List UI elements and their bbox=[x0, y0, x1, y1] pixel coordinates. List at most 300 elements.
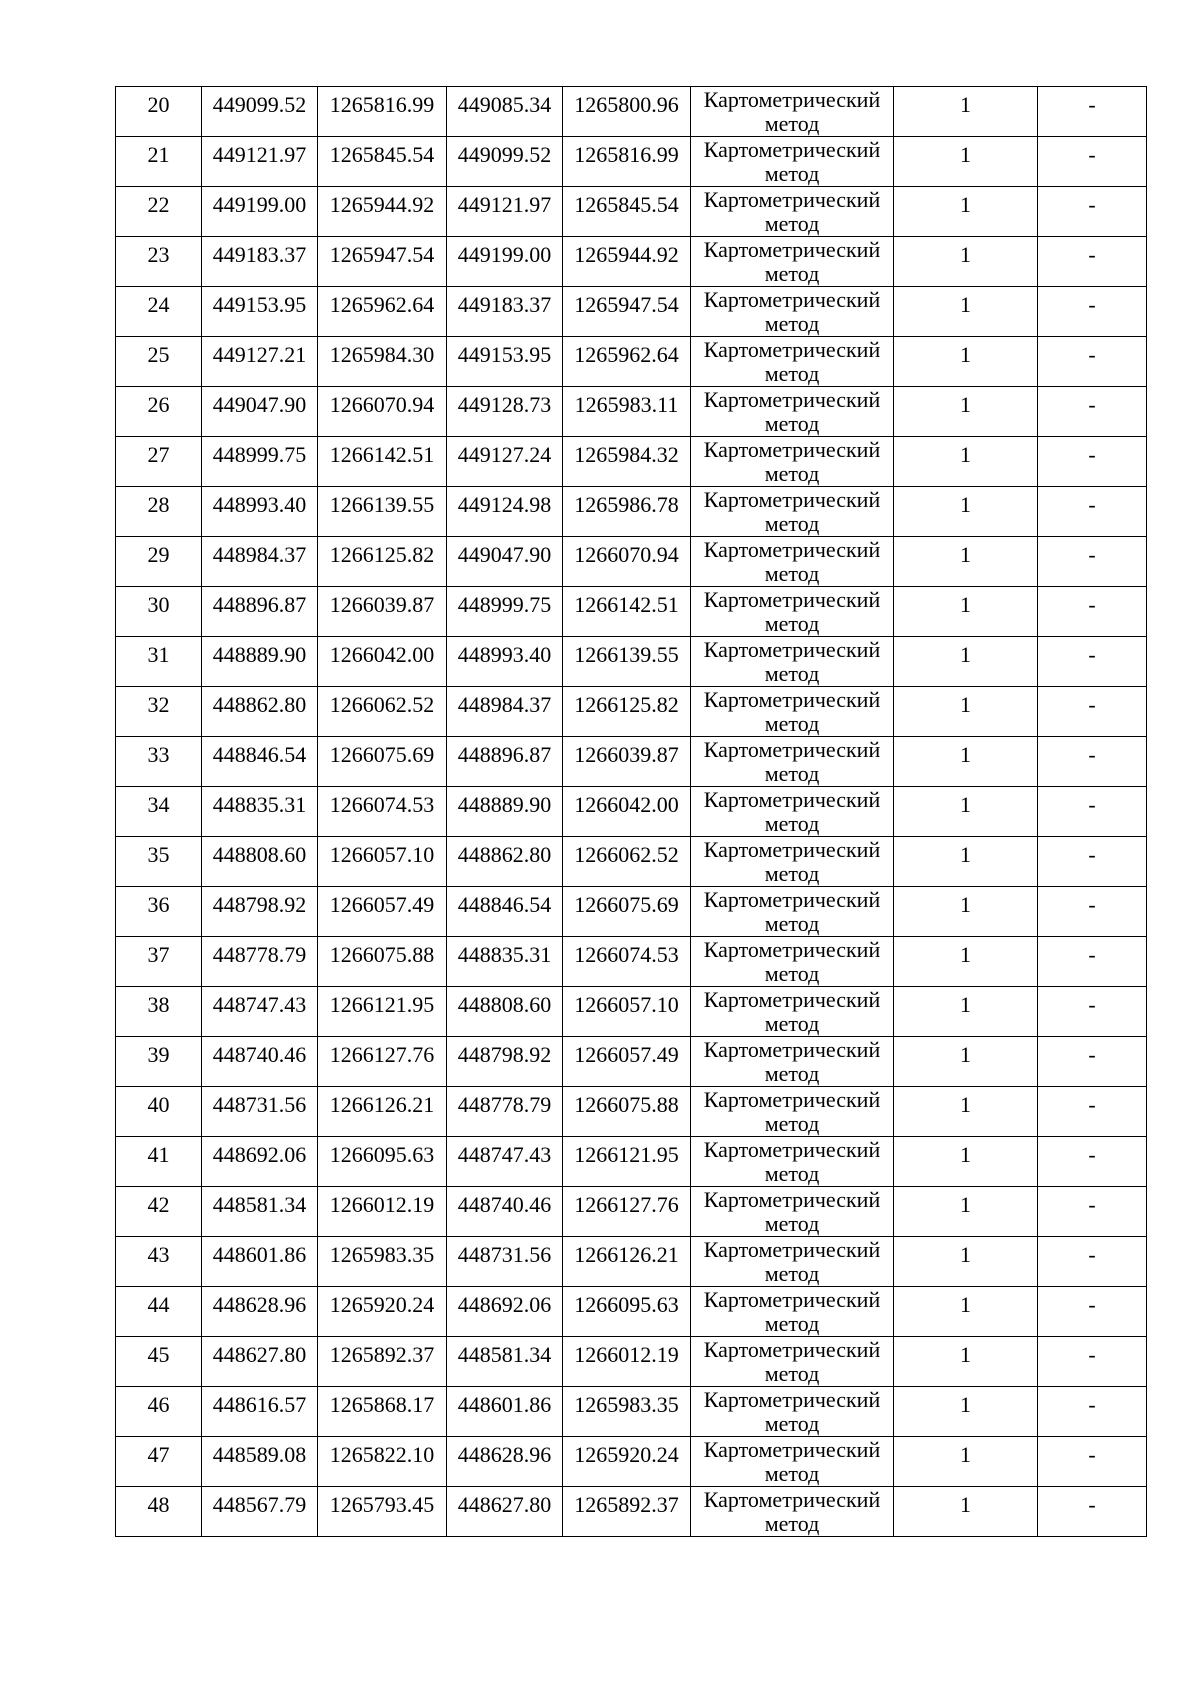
point-number-cell: 47 bbox=[116, 1437, 202, 1487]
method-label-line1: Картометрический bbox=[703, 487, 881, 512]
x-prev-coordinate-cell: 449085.34 bbox=[447, 87, 563, 137]
table-row bbox=[116, 1437, 1147, 1487]
point-number-cell: 41 bbox=[116, 1137, 202, 1187]
method-cell bbox=[691, 87, 894, 137]
method-label-line2: метод bbox=[764, 1061, 820, 1086]
y-prev-coordinate-cell: 1266012.19 bbox=[563, 1337, 691, 1387]
note-cell: - bbox=[1038, 487, 1147, 537]
method-label-line1: Картометрический bbox=[703, 1237, 881, 1262]
y-coordinate-cell: 1266070.94 bbox=[318, 387, 447, 437]
x-coordinate-cell: 448628.96 bbox=[202, 1287, 318, 1337]
x-prev-coordinate-cell: 448798.92 bbox=[447, 1037, 563, 1087]
method-label-line1: Картометрический bbox=[703, 1087, 881, 1112]
method-cell bbox=[691, 1437, 894, 1487]
x-coordinate-cell: 449183.37 bbox=[202, 237, 318, 287]
y-coordinate-cell: 1266062.52 bbox=[318, 687, 447, 737]
note-cell: - bbox=[1038, 337, 1147, 387]
accuracy-cell: 1 bbox=[894, 337, 1038, 387]
accuracy-cell: 1 bbox=[894, 237, 1038, 287]
method-cell bbox=[691, 987, 894, 1037]
x-prev-coordinate-cell: 449128.73 bbox=[447, 387, 563, 437]
method-cell bbox=[691, 1387, 894, 1437]
method-label-line1: Картометрический bbox=[703, 87, 881, 112]
accuracy-cell: 1 bbox=[894, 687, 1038, 737]
table-row bbox=[116, 1287, 1147, 1337]
x-coordinate-cell: 448798.92 bbox=[202, 887, 318, 937]
method-label-line2: метод bbox=[764, 1161, 820, 1186]
table-row bbox=[116, 487, 1147, 537]
x-coordinate-cell: 448896.87 bbox=[202, 587, 318, 637]
table-row bbox=[116, 1087, 1147, 1137]
x-prev-coordinate-cell: 449047.90 bbox=[447, 537, 563, 587]
point-number-cell: 48 bbox=[116, 1487, 202, 1537]
x-prev-coordinate-cell: 448627.80 bbox=[447, 1487, 563, 1537]
x-coordinate-cell: 449099.52 bbox=[202, 87, 318, 137]
method-label-line2: метод bbox=[764, 411, 820, 436]
table-row bbox=[116, 1337, 1147, 1387]
x-coordinate-cell: 448581.34 bbox=[202, 1187, 318, 1237]
point-number-cell: 30 bbox=[116, 587, 202, 637]
y-coordinate-cell: 1265962.64 bbox=[318, 287, 447, 337]
method-label-line2: метод bbox=[764, 361, 820, 386]
point-number-cell: 35 bbox=[116, 837, 202, 887]
x-coordinate-cell: 448999.75 bbox=[202, 437, 318, 487]
method-label-line1: Картометрический bbox=[703, 1487, 881, 1512]
method-label-line1: Картометрический bbox=[703, 837, 881, 862]
method-label-line2: метод bbox=[764, 911, 820, 936]
y-prev-coordinate-cell: 1265845.54 bbox=[563, 187, 691, 237]
method-cell bbox=[691, 587, 894, 637]
y-prev-coordinate-cell: 1266074.53 bbox=[563, 937, 691, 987]
accuracy-cell: 1 bbox=[894, 1437, 1038, 1487]
y-coordinate-cell: 1266042.00 bbox=[318, 637, 447, 687]
x-coordinate-cell: 448846.54 bbox=[202, 737, 318, 787]
y-prev-coordinate-cell: 1265986.78 bbox=[563, 487, 691, 537]
y-prev-coordinate-cell: 1266062.52 bbox=[563, 837, 691, 887]
y-prev-coordinate-cell: 1266095.63 bbox=[563, 1287, 691, 1337]
y-coordinate-cell: 1265845.54 bbox=[318, 137, 447, 187]
method-label-line2: метод bbox=[764, 1261, 820, 1286]
table-row bbox=[116, 537, 1147, 587]
method-label-line2: метод bbox=[764, 1461, 820, 1486]
method-label-line2: метод bbox=[764, 1411, 820, 1436]
accuracy-cell: 1 bbox=[894, 837, 1038, 887]
x-prev-coordinate-cell: 448889.90 bbox=[447, 787, 563, 837]
table-row bbox=[116, 1137, 1147, 1187]
note-cell: - bbox=[1038, 187, 1147, 237]
y-prev-coordinate-cell: 1265920.24 bbox=[563, 1437, 691, 1487]
method-label-line2: метод bbox=[764, 1361, 820, 1386]
y-prev-coordinate-cell: 1265962.64 bbox=[563, 337, 691, 387]
x-coordinate-cell: 448627.80 bbox=[202, 1337, 318, 1387]
table-row bbox=[116, 987, 1147, 1037]
x-coordinate-cell: 448889.90 bbox=[202, 637, 318, 687]
point-number-cell: 36 bbox=[116, 887, 202, 937]
table-row bbox=[116, 337, 1147, 387]
table-row bbox=[116, 587, 1147, 637]
point-number-cell: 28 bbox=[116, 487, 202, 537]
method-cell bbox=[691, 1087, 894, 1137]
accuracy-cell: 1 bbox=[894, 1187, 1038, 1237]
method-label-line1: Картометрический bbox=[703, 1037, 881, 1062]
note-cell: - bbox=[1038, 1287, 1147, 1337]
table-row bbox=[116, 1237, 1147, 1287]
accuracy-cell: 1 bbox=[894, 1087, 1038, 1137]
note-cell: - bbox=[1038, 937, 1147, 987]
method-label-line1: Картометрический bbox=[703, 987, 881, 1012]
accuracy-cell: 1 bbox=[894, 637, 1038, 687]
note-cell: - bbox=[1038, 1437, 1147, 1487]
point-number-cell: 22 bbox=[116, 187, 202, 237]
y-coordinate-cell: 1266126.21 bbox=[318, 1087, 447, 1137]
x-prev-coordinate-cell: 449099.52 bbox=[447, 137, 563, 187]
accuracy-cell: 1 bbox=[894, 87, 1038, 137]
x-prev-coordinate-cell: 448999.75 bbox=[447, 587, 563, 637]
method-label-line2: метод bbox=[764, 511, 820, 536]
method-label-line1: Картометрический bbox=[703, 587, 881, 612]
y-coordinate-cell: 1266127.76 bbox=[318, 1037, 447, 1087]
accuracy-cell: 1 bbox=[894, 737, 1038, 787]
point-number-cell: 26 bbox=[116, 387, 202, 437]
accuracy-cell: 1 bbox=[894, 937, 1038, 987]
point-number-cell: 45 bbox=[116, 1337, 202, 1387]
point-number-cell: 29 bbox=[116, 537, 202, 587]
method-label-line1: Картометрический bbox=[703, 787, 881, 812]
note-cell: - bbox=[1038, 87, 1147, 137]
method-label-line1: Картометрический bbox=[703, 287, 881, 312]
x-coordinate-cell: 448984.37 bbox=[202, 537, 318, 587]
method-label-line1: Картометрический bbox=[703, 687, 881, 712]
accuracy-cell: 1 bbox=[894, 887, 1038, 937]
note-cell: - bbox=[1038, 787, 1147, 837]
y-prev-coordinate-cell: 1266075.69 bbox=[563, 887, 691, 937]
method-cell bbox=[691, 237, 894, 287]
x-prev-coordinate-cell: 448601.86 bbox=[447, 1387, 563, 1437]
method-label-line1: Картометрический bbox=[703, 637, 881, 662]
method-cell bbox=[691, 537, 894, 587]
method-cell bbox=[691, 637, 894, 687]
table-row bbox=[116, 787, 1147, 837]
y-coordinate-cell: 1265920.24 bbox=[318, 1287, 447, 1337]
x-prev-coordinate-cell: 448896.87 bbox=[447, 737, 563, 787]
method-cell bbox=[691, 1487, 894, 1537]
x-prev-coordinate-cell: 449121.97 bbox=[447, 187, 563, 237]
method-label-line2: метод bbox=[764, 211, 820, 236]
method-label-line1: Картометрический bbox=[703, 237, 881, 262]
x-coordinate-cell: 449153.95 bbox=[202, 287, 318, 337]
method-label-line1: Картометрический bbox=[703, 1337, 881, 1362]
table-body bbox=[116, 87, 1147, 1537]
x-prev-coordinate-cell: 448628.96 bbox=[447, 1437, 563, 1487]
table-row bbox=[116, 387, 1147, 437]
x-coordinate-cell: 448808.60 bbox=[202, 837, 318, 887]
accuracy-cell: 1 bbox=[894, 437, 1038, 487]
method-label-line2: метод bbox=[764, 961, 820, 986]
x-prev-coordinate-cell: 449153.95 bbox=[447, 337, 563, 387]
y-coordinate-cell: 1265944.92 bbox=[318, 187, 447, 237]
method-label-line2: метод bbox=[764, 861, 820, 886]
method-label-line2: метод bbox=[764, 561, 820, 586]
method-label-line2: метод bbox=[764, 661, 820, 686]
note-cell: - bbox=[1038, 1187, 1147, 1237]
x-prev-coordinate-cell: 448740.46 bbox=[447, 1187, 563, 1237]
y-coordinate-cell: 1266074.53 bbox=[318, 787, 447, 837]
accuracy-cell: 1 bbox=[894, 1037, 1038, 1087]
y-prev-coordinate-cell: 1266070.94 bbox=[563, 537, 691, 587]
accuracy-cell: 1 bbox=[894, 187, 1038, 237]
x-coordinate-cell: 448778.79 bbox=[202, 937, 318, 987]
point-number-cell: 20 bbox=[116, 87, 202, 137]
x-prev-coordinate-cell: 448846.54 bbox=[447, 887, 563, 937]
x-coordinate-cell: 448589.08 bbox=[202, 1437, 318, 1487]
note-cell: - bbox=[1038, 1087, 1147, 1137]
method-label-line1: Картометрический bbox=[703, 387, 881, 412]
note-cell: - bbox=[1038, 687, 1147, 737]
note-cell: - bbox=[1038, 987, 1147, 1037]
y-prev-coordinate-cell: 1266121.95 bbox=[563, 1137, 691, 1187]
method-cell bbox=[691, 787, 894, 837]
y-coordinate-cell: 1266121.95 bbox=[318, 987, 447, 1037]
x-coordinate-cell: 448993.40 bbox=[202, 487, 318, 537]
note-cell: - bbox=[1038, 637, 1147, 687]
accuracy-cell: 1 bbox=[894, 1287, 1038, 1337]
note-cell: - bbox=[1038, 837, 1147, 887]
y-prev-coordinate-cell: 1266127.76 bbox=[563, 1187, 691, 1237]
y-prev-coordinate-cell: 1266125.82 bbox=[563, 687, 691, 737]
method-label-line1: Картометрический bbox=[703, 187, 881, 212]
method-label-line2: метод bbox=[764, 711, 820, 736]
x-prev-coordinate-cell: 448993.40 bbox=[447, 637, 563, 687]
x-coordinate-cell: 449127.21 bbox=[202, 337, 318, 387]
table-row bbox=[116, 237, 1147, 287]
method-label-line1: Картометрический bbox=[703, 1187, 881, 1212]
accuracy-cell: 1 bbox=[894, 587, 1038, 637]
x-coordinate-cell: 448567.79 bbox=[202, 1487, 318, 1537]
x-prev-coordinate-cell: 448778.79 bbox=[447, 1087, 563, 1137]
point-number-cell: 27 bbox=[116, 437, 202, 487]
y-prev-coordinate-cell: 1265983.11 bbox=[563, 387, 691, 437]
note-cell: - bbox=[1038, 1237, 1147, 1287]
y-coordinate-cell: 1265868.17 bbox=[318, 1387, 447, 1437]
x-prev-coordinate-cell: 448984.37 bbox=[447, 687, 563, 737]
point-number-cell: 31 bbox=[116, 637, 202, 687]
table-row bbox=[116, 137, 1147, 187]
x-prev-coordinate-cell: 449127.24 bbox=[447, 437, 563, 487]
x-coordinate-cell: 448601.86 bbox=[202, 1237, 318, 1287]
accuracy-cell: 1 bbox=[894, 787, 1038, 837]
x-prev-coordinate-cell: 448835.31 bbox=[447, 937, 563, 987]
point-number-cell: 33 bbox=[116, 737, 202, 787]
x-coordinate-cell: 448862.80 bbox=[202, 687, 318, 737]
y-coordinate-cell: 1266057.49 bbox=[318, 887, 447, 937]
accuracy-cell: 1 bbox=[894, 137, 1038, 187]
table-row bbox=[116, 87, 1147, 137]
accuracy-cell: 1 bbox=[894, 537, 1038, 587]
accuracy-cell: 1 bbox=[894, 387, 1038, 437]
y-prev-coordinate-cell: 1266075.88 bbox=[563, 1087, 691, 1137]
note-cell: - bbox=[1038, 587, 1147, 637]
y-coordinate-cell: 1265793.45 bbox=[318, 1487, 447, 1537]
method-label-line1: Картометрический bbox=[703, 1287, 881, 1312]
note-cell: - bbox=[1038, 1387, 1147, 1437]
method-label-line2: метод bbox=[764, 261, 820, 286]
method-label-line1: Картометрический bbox=[703, 137, 881, 162]
y-prev-coordinate-cell: 1266126.21 bbox=[563, 1237, 691, 1287]
accuracy-cell: 1 bbox=[894, 287, 1038, 337]
x-prev-coordinate-cell: 449183.37 bbox=[447, 287, 563, 337]
accuracy-cell: 1 bbox=[894, 1337, 1038, 1387]
note-cell: - bbox=[1038, 887, 1147, 937]
method-label-line2: метод bbox=[764, 161, 820, 186]
y-coordinate-cell: 1266139.55 bbox=[318, 487, 447, 537]
y-coordinate-cell: 1266012.19 bbox=[318, 1187, 447, 1237]
method-cell bbox=[691, 337, 894, 387]
point-number-cell: 25 bbox=[116, 337, 202, 387]
table-row bbox=[116, 687, 1147, 737]
method-cell bbox=[691, 187, 894, 237]
y-prev-coordinate-cell: 1266042.00 bbox=[563, 787, 691, 837]
method-label-line1: Картометрический bbox=[703, 887, 881, 912]
y-coordinate-cell: 1265816.99 bbox=[318, 87, 447, 137]
method-cell bbox=[691, 1037, 894, 1087]
y-coordinate-cell: 1265892.37 bbox=[318, 1337, 447, 1387]
x-coordinate-cell: 448835.31 bbox=[202, 787, 318, 837]
x-prev-coordinate-cell: 449199.00 bbox=[447, 237, 563, 287]
accuracy-cell: 1 bbox=[894, 1487, 1038, 1537]
point-number-cell: 24 bbox=[116, 287, 202, 337]
method-cell bbox=[691, 887, 894, 937]
method-cell bbox=[691, 487, 894, 537]
y-coordinate-cell: 1266125.82 bbox=[318, 537, 447, 587]
point-number-cell: 34 bbox=[116, 787, 202, 837]
method-cell bbox=[691, 287, 894, 337]
y-coordinate-cell: 1266095.63 bbox=[318, 1137, 447, 1187]
method-label-line2: метод bbox=[764, 311, 820, 336]
method-cell bbox=[691, 1237, 894, 1287]
method-cell bbox=[691, 937, 894, 987]
method-label-line2: метод bbox=[764, 111, 820, 136]
method-label-line1: Картометрический bbox=[703, 537, 881, 562]
point-number-cell: 37 bbox=[116, 937, 202, 987]
method-label-line2: метод bbox=[764, 761, 820, 786]
y-coordinate-cell: 1266057.10 bbox=[318, 837, 447, 887]
method-label-line2: метод bbox=[764, 1211, 820, 1236]
point-number-cell: 21 bbox=[116, 137, 202, 187]
x-coordinate-cell: 448616.57 bbox=[202, 1387, 318, 1437]
method-cell bbox=[691, 437, 894, 487]
table-row bbox=[116, 187, 1147, 237]
method-cell bbox=[691, 387, 894, 437]
table-row bbox=[116, 1187, 1147, 1237]
note-cell: - bbox=[1038, 537, 1147, 587]
table-row bbox=[116, 937, 1147, 987]
method-cell bbox=[691, 837, 894, 887]
y-prev-coordinate-cell: 1265984.32 bbox=[563, 437, 691, 487]
table-row bbox=[116, 887, 1147, 937]
method-cell bbox=[691, 1137, 894, 1187]
accuracy-cell: 1 bbox=[894, 987, 1038, 1037]
note-cell: - bbox=[1038, 287, 1147, 337]
y-coordinate-cell: 1266142.51 bbox=[318, 437, 447, 487]
y-coordinate-cell: 1266075.88 bbox=[318, 937, 447, 987]
method-label-line2: метод bbox=[764, 611, 820, 636]
method-label-line1: Картометрический bbox=[703, 1137, 881, 1162]
point-number-cell: 38 bbox=[116, 987, 202, 1037]
x-coordinate-cell: 449199.00 bbox=[202, 187, 318, 237]
y-prev-coordinate-cell: 1265816.99 bbox=[563, 137, 691, 187]
x-coordinate-cell: 448731.56 bbox=[202, 1087, 318, 1137]
note-cell: - bbox=[1038, 237, 1147, 287]
point-number-cell: 44 bbox=[116, 1287, 202, 1337]
method-cell bbox=[691, 1287, 894, 1337]
point-number-cell: 39 bbox=[116, 1037, 202, 1087]
x-coordinate-cell: 448740.46 bbox=[202, 1037, 318, 1087]
note-cell: - bbox=[1038, 1137, 1147, 1187]
accuracy-cell: 1 bbox=[894, 1387, 1038, 1437]
x-prev-coordinate-cell: 448862.80 bbox=[447, 837, 563, 887]
method-label-line1: Картометрический bbox=[703, 1437, 881, 1462]
y-coordinate-cell: 1265947.54 bbox=[318, 237, 447, 287]
y-coordinate-cell: 1266075.69 bbox=[318, 737, 447, 787]
note-cell: - bbox=[1038, 737, 1147, 787]
note-cell: - bbox=[1038, 1337, 1147, 1387]
x-prev-coordinate-cell: 448731.56 bbox=[447, 1237, 563, 1287]
accuracy-cell: 1 bbox=[894, 487, 1038, 537]
y-prev-coordinate-cell: 1265892.37 bbox=[563, 1487, 691, 1537]
method-cell bbox=[691, 1337, 894, 1387]
y-prev-coordinate-cell: 1265983.35 bbox=[563, 1387, 691, 1437]
y-coordinate-cell: 1265984.30 bbox=[318, 337, 447, 387]
table-row bbox=[116, 1387, 1147, 1437]
accuracy-cell: 1 bbox=[894, 1137, 1038, 1187]
method-cell bbox=[691, 687, 894, 737]
x-coordinate-cell: 448692.06 bbox=[202, 1137, 318, 1187]
table-row bbox=[116, 437, 1147, 487]
method-label-line2: метод bbox=[764, 1511, 820, 1536]
point-number-cell: 46 bbox=[116, 1387, 202, 1437]
y-prev-coordinate-cell: 1266139.55 bbox=[563, 637, 691, 687]
coordinates-table bbox=[115, 86, 1147, 1537]
method-label-line1: Картометрический bbox=[703, 1387, 881, 1412]
note-cell: - bbox=[1038, 1487, 1147, 1537]
y-prev-coordinate-cell: 1266039.87 bbox=[563, 737, 691, 787]
table-row bbox=[116, 737, 1147, 787]
note-cell: - bbox=[1038, 437, 1147, 487]
note-cell: - bbox=[1038, 1037, 1147, 1087]
method-cell bbox=[691, 137, 894, 187]
method-label-line1: Картометрический bbox=[703, 337, 881, 362]
method-cell bbox=[691, 1187, 894, 1237]
x-prev-coordinate-cell: 448581.34 bbox=[447, 1337, 563, 1387]
method-label-line2: метод bbox=[764, 1311, 820, 1336]
x-prev-coordinate-cell: 448692.06 bbox=[447, 1287, 563, 1337]
x-coordinate-cell: 449121.97 bbox=[202, 137, 318, 187]
x-prev-coordinate-cell: 448808.60 bbox=[447, 987, 563, 1037]
y-prev-coordinate-cell: 1266057.49 bbox=[563, 1037, 691, 1087]
y-prev-coordinate-cell: 1265800.96 bbox=[563, 87, 691, 137]
y-coordinate-cell: 1265983.35 bbox=[318, 1237, 447, 1287]
y-prev-coordinate-cell: 1265944.92 bbox=[563, 237, 691, 287]
point-number-cell: 23 bbox=[116, 237, 202, 287]
y-prev-coordinate-cell: 1266142.51 bbox=[563, 587, 691, 637]
note-cell: - bbox=[1038, 137, 1147, 187]
y-coordinate-cell: 1266039.87 bbox=[318, 587, 447, 637]
method-cell bbox=[691, 737, 894, 787]
table-row bbox=[116, 287, 1147, 337]
method-label-line2: метод bbox=[764, 1111, 820, 1136]
x-prev-coordinate-cell: 448747.43 bbox=[447, 1137, 563, 1187]
y-prev-coordinate-cell: 1265947.54 bbox=[563, 287, 691, 337]
